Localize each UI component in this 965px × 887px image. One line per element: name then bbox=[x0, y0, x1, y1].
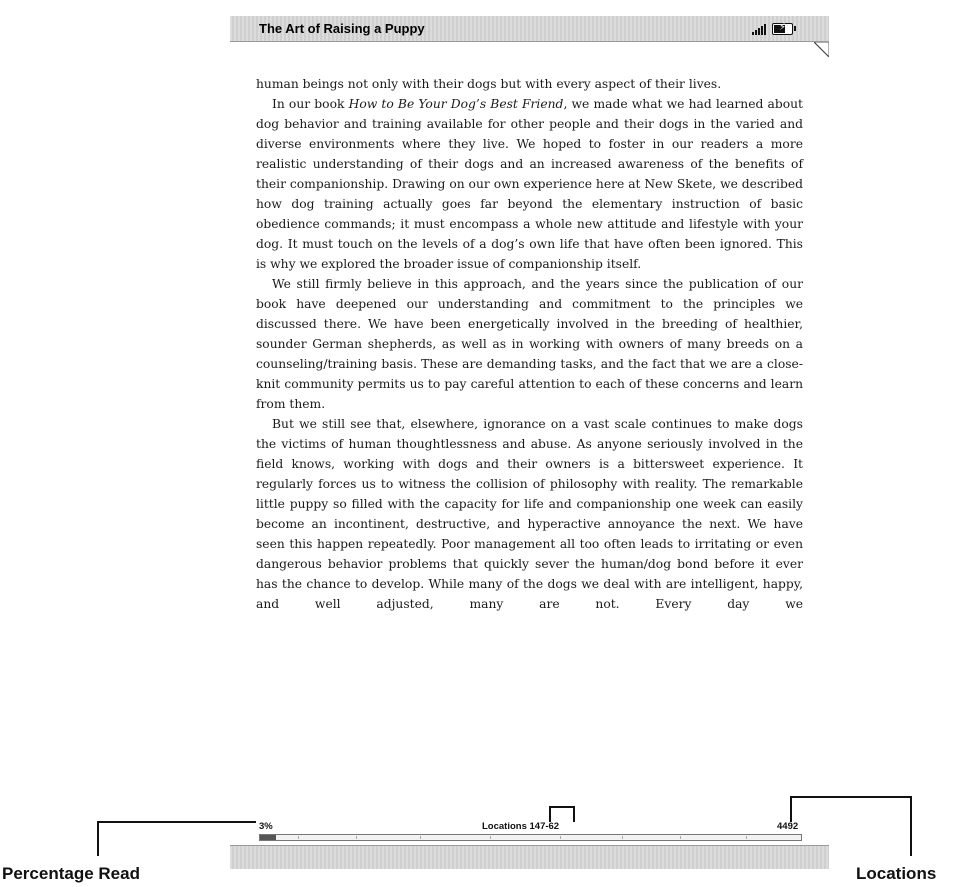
paragraph-text: , we made what we had learned about dog behavior and training available for other people and their dogs in the varied and diverse environments where they live. We hoped to foster in our readers a more realistic understanding of their dogs and an increased awareness of the benefits of their companionship. Drawing on our own experience here at New Skete, we described how dog training actually goes far beyond the elementary instruction of basic obedience commands; it must encompass a whole new attitude and lifestyle with your dog. It must touch on the levels of a dog’s own life that have often been ignored. This is why we explored the broader issue of companionship itself. bbox=[256, 97, 803, 271]
location-indicator bbox=[230, 819, 829, 835]
locations-label: Locations 147-62 bbox=[482, 821, 560, 832]
locations-callout: Locations bbox=[856, 864, 937, 883]
kindle-screen bbox=[230, 13, 829, 880]
bookmark-corner-icon[interactable] bbox=[814, 42, 829, 57]
paragraph: human beings not only with their dogs but with every aspect of their lives. bbox=[256, 77, 722, 91]
book-page-text bbox=[256, 74, 803, 614]
signal-strength-icon bbox=[752, 23, 770, 35]
status-bar bbox=[230, 16, 829, 42]
paragraph-text: In our book bbox=[272, 97, 349, 111]
progress-fill bbox=[260, 835, 276, 840]
percent-read-label: 3% bbox=[259, 821, 273, 832]
book-title: The Art of Raising a Puppy bbox=[259, 21, 425, 36]
total-locations-label: 4492 bbox=[777, 821, 799, 832]
paragraph: But we still see that, elsewhere, ignorance on a vast scale continues to make dogs the victims of human thoughtlessness and abuse. As anyone seriously involved in the field knows, working with dogs and their owners is a bittersweet experience. It regularly forces us to witness the collision of philosophy with reality. The remarkable little puppy so filled with the capacity for life and companionship one week can easily become an incontinent, destructive, and hyperactive annoyance the next. We have seen this happen repeatedly. Poor management all too often leads to irritating or even dangerous behavior problems that quickly sever the human/dog bond before it ever has the chance to develop. While many of the dogs we deal with are intelligent, happy, and well adjusted, many are not. Every day we bbox=[256, 417, 803, 611]
book-title-italic: How to Be Your Dog’s Best Friend bbox=[348, 97, 564, 111]
percentage-read-callout: Percentage Read bbox=[2, 864, 140, 883]
battery-charging-icon: ⚡ bbox=[772, 23, 793, 35]
paragraph bbox=[256, 94, 803, 274]
reading-progress-bar[interactable] bbox=[259, 834, 802, 841]
bottom-bar bbox=[230, 845, 829, 869]
paragraph: We still firmly believe in this approach, and the years since the publication of our book have deepened our understanding and commitment to the principles we discussed there. We have been energetically involved in the breeding of healthier, sounder German shepherds, as well as in working with owners of many breeds on a counseling/training basis. These are demanding tasks, and the fact that we are a close-knit community permits us to pay careful attention to each of these concerns and learn from them. bbox=[256, 277, 803, 411]
